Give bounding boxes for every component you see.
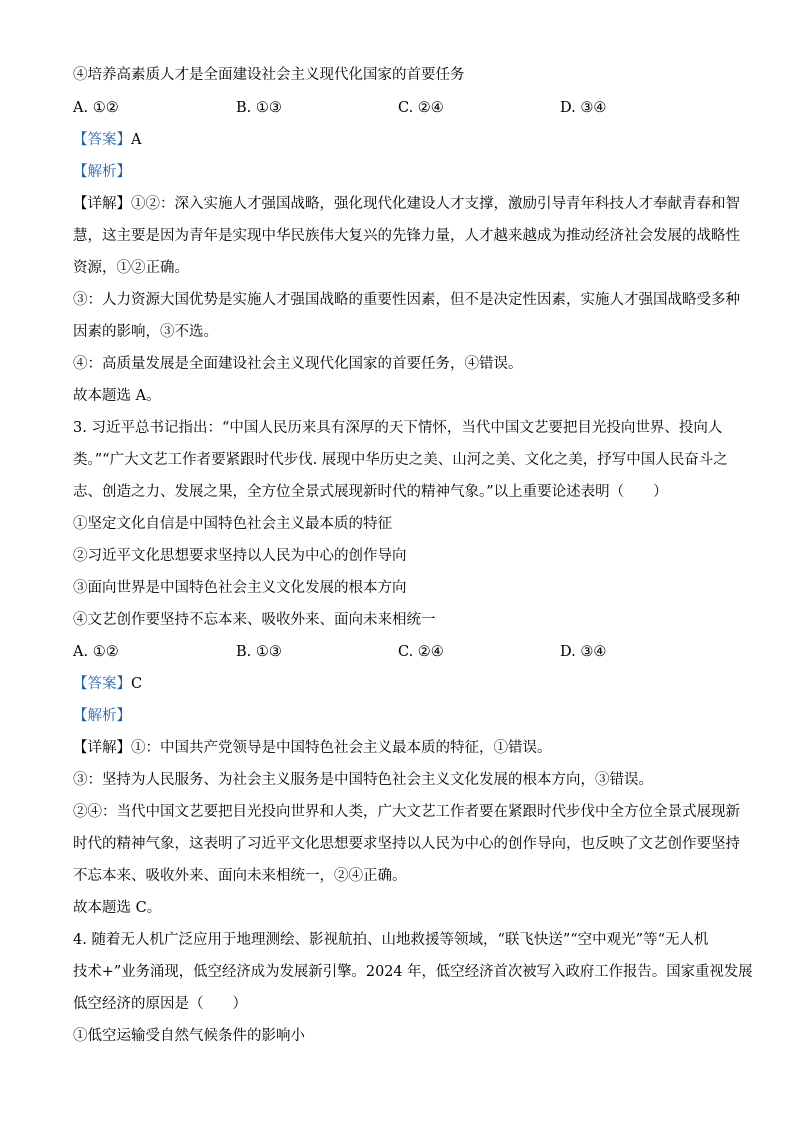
q2-option-b: B. ①③ xyxy=(236,100,282,116)
q3-statement-3: ③面向世界是中国特色社会主义文化发展的根本方向 xyxy=(73,580,407,596)
q3-answer xyxy=(73,674,142,694)
q2-detail-line-1 xyxy=(73,194,740,214)
q3-option-b: B. ①③ xyxy=(236,644,282,660)
q3-analysis-tag: 【解析】 xyxy=(73,708,131,724)
q4-stem-line-2: 技术+”业务涌现，低空经济成为发展新引擎。2024 年，低空经济首次被写入政府工作报告。国家重视发展 xyxy=(73,964,753,980)
q2-statement-4: ④培养高素质人才是全面建设社会主义现代化国家的首要任务 xyxy=(73,67,465,83)
q3-statement-4: ④文艺创作要坚持不忘本来、吸收外来、面向未来相统一 xyxy=(73,612,436,628)
q3-detail-line-1 xyxy=(73,738,552,758)
q3-detail-line-4: 时代的精神气象，这表明了习近平文化思想要求坚持以人民为中心的创作导向，也反映了文艺创作要坚持 xyxy=(73,836,740,852)
q3-statement-2: ②习近平文化思想要求坚持以人民为中心的创作导向 xyxy=(73,548,407,564)
q2-detail-line-3: 资源，①②正确。 xyxy=(73,260,189,276)
q2-answer-tag: 【答案】 xyxy=(73,132,131,148)
q3-option-c: C. ②④ xyxy=(398,644,444,660)
q3-options xyxy=(73,642,733,662)
q2-detail-text-1: ①②：深入实施人才强国战略，强化现代化建设人才支撑，激励引导青年科技人才奉献青春和智 xyxy=(131,196,740,212)
q2-answer-value: A xyxy=(131,132,142,148)
q3-detail-line-3: ②④：当代中国文艺要把目光投向世界和人类，广大文艺工作者要在紧跟时代步伐中全方位全景式展现新 xyxy=(73,804,740,820)
q2-detail-line-5: 因素的影响，③不选。 xyxy=(73,324,218,340)
q2-detail-line-6: ④：高质量发展是全面建设社会主义现代化国家的首要任务，④错误。 xyxy=(73,356,523,372)
q3-answer-tag: 【答案】 xyxy=(73,676,131,692)
q2-analysis-tag: 【解析】 xyxy=(73,164,131,180)
q2-option-d: D. ③④ xyxy=(560,100,607,116)
q2-detail-line-4: ③：人力资源大国优势是实施人才强国战略的重要性因素，但不是决定性因素，实施人才强国战略受多种 xyxy=(73,292,740,308)
q3-answer-value: C xyxy=(131,676,143,692)
q3-stem-line-2: 类。”“广大文艺工作者要紧跟时代步伐. 展现中华历史之美、山河之美、文化之美，抒写中国人民奋斗之 xyxy=(73,452,728,468)
q3-statement-1: ①坚定文化自信是中国特色社会主义最本质的特征 xyxy=(73,516,392,532)
q3-detail-line-2: ③：坚持为人民服务、为社会主义服务是中国特色社会主义文化发展的根本方向，③错误。 xyxy=(73,772,653,788)
q2-option-a: A. ①② xyxy=(73,100,119,116)
q3-detail-text-1: ①：中国共产党领导是中国特色社会主义最本质的特征，①错误。 xyxy=(131,740,552,756)
q3-detail-tag: 【详解】 xyxy=(73,740,131,756)
q2-answer xyxy=(73,130,141,150)
q4-stem-line-3: 低空经济的原因是（ ） xyxy=(73,996,247,1012)
q2-conclusion: 故本题选 A。 xyxy=(73,388,161,404)
q4-statement-1: ①低空运输受自然气候条件的影响小 xyxy=(73,1028,305,1044)
q3-detail-line-5: 不忘本来、吸收外来、面向未来相统一，②④正确。 xyxy=(73,868,407,884)
q2-detail-line-2: 慧，这主要是因为青年是实现中华民族伟大复兴的先锋力量，人才越来越成为推动经济社会发展的战略性 xyxy=(73,228,740,244)
q4-stem-line-1: 4. 随着无人机广泛应用于地理测绘、影视航拍、山地救援等领域，“联飞快送”“空中观光”等“无人机 xyxy=(73,932,709,948)
q2-option-c: C. ②④ xyxy=(398,100,444,116)
q3-stem-line-3: 志、创造之力、发展之果，全方位全景式展现新时代的精神气象。”以上重要论述表明（ ） xyxy=(73,484,668,500)
q2-options xyxy=(73,98,733,118)
q2-detail-tag: 【详解】 xyxy=(73,196,131,212)
q3-stem-line-1: 3. 习近平总书记指出：“中国人民历来具有深厚的天下情怀，当代中国文艺要把目光投向世界、投向人 xyxy=(73,420,723,436)
q3-option-d: D. ③④ xyxy=(560,644,607,660)
q3-conclusion: 故本题选 C。 xyxy=(73,900,162,916)
q3-option-a: A. ①② xyxy=(73,644,119,660)
